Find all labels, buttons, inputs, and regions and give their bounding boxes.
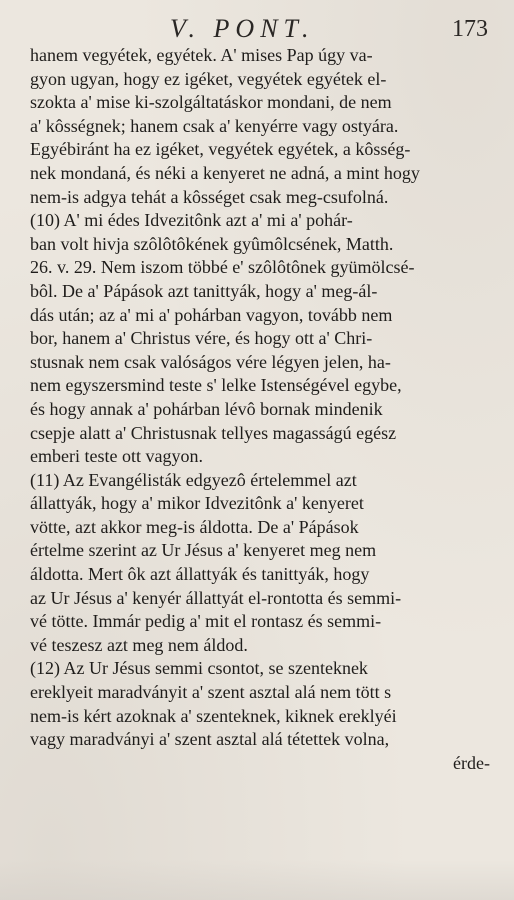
text-line: vé tötte. Immár pedig a' mit el rontasz és semmi- [30,611,382,632]
text-line: szokta a' mise ki-szolgáltatáskor mondani, de nem [30,92,392,113]
text-line: vé teszesz azt meg nem áldod. [30,634,248,655]
text-line: gyon ugyan, hogy ez igéket, vegyétek egyétek el- [30,68,387,89]
text-line: értelme szerint az Ur Jésus a' kenyeret meg nem [30,540,377,561]
page-number: 173 [452,16,488,42]
text-line: nek mondaná, és néki a kenyeret ne adná, a mint hogy [30,162,420,183]
text-line: stusnak nem csak valóságos vére légyen jelen, ha- [30,351,391,372]
text-line: Egyébiránt ha ez igéket, vegyétek egyétek, a kôsség- [30,139,411,160]
text-line: nem-is adgya tehát a kôsséget csak meg-csufolná. [30,186,389,207]
text-line: vagy maradványi a' szent asztal alá tétettek volna, [30,729,390,750]
text-line: áldotta. Mert ôk azt állattyák és tanittyák, hogy [30,564,370,585]
text-line: hanem vegyétek, egyétek. A' mises Pap úgy va- [30,45,373,65]
text-line: bor, hanem a' Christus vére, és hogy ott a' Chri- [30,328,373,349]
text-line: emberi teste ott vagyon. [30,446,203,467]
text-line: csepje alatt a' Christusnak tellyes magasságú egész [30,422,397,443]
page-header [0,14,514,42]
paragraph-10-start: (10) A' mi édes Idvezitônk azt a' mi a' pohár- [30,210,353,231]
text-line: vötte, azt akkor meg-is áldotta. De a' Pápások [30,516,359,537]
paragraph-11-start: (11) Az Evangélisták edgyezô értelemmel azt [30,469,357,490]
text-line: és hogy annak a' pohárban lévô bornak mindenik [30,398,383,419]
text-line: ban volt hivja szôlôtôkének gyûmôlcsének, Matth. [30,233,394,254]
text-line: nem-is kért azoknak a' szenteknek, kiknek ereklyéi [30,705,397,726]
text-line: a' kôsségnek; hanem csak a' kenyérre vagy ostyára. [30,115,399,136]
text-line: ereklyeit maradványit a' szent asztal alá nem tött s [30,682,392,703]
text-line: bôl. De a' Pápások azt tanittyák, hogy a' meg-ál- [30,280,378,301]
running-head: V. PONT. [170,14,315,43]
text-line: 26. v. 29. Nem iszom többé e' szôlôtônek gyümölcsé- [30,257,415,278]
text-line: dás után; az a' mi a' pohárban vagyon, tovább nem [30,304,393,325]
page-edge-shadow [0,860,514,900]
paragraph-12-start: (12) Az Ur Jésus semmi csontot, se szenteknek [30,658,368,679]
catchword: érde- [453,752,490,773]
text-line: az Ur Jésus a' kenyér állattyát el-rontotta és semmi- [30,587,402,608]
text-line: nem egyszersmind teste s' lelke Istenségével egybe, [30,375,402,396]
text-line: állattyák, hogy a' mikor Idvezitônk a' kenyeret [30,493,364,514]
body-text [30,44,490,775]
